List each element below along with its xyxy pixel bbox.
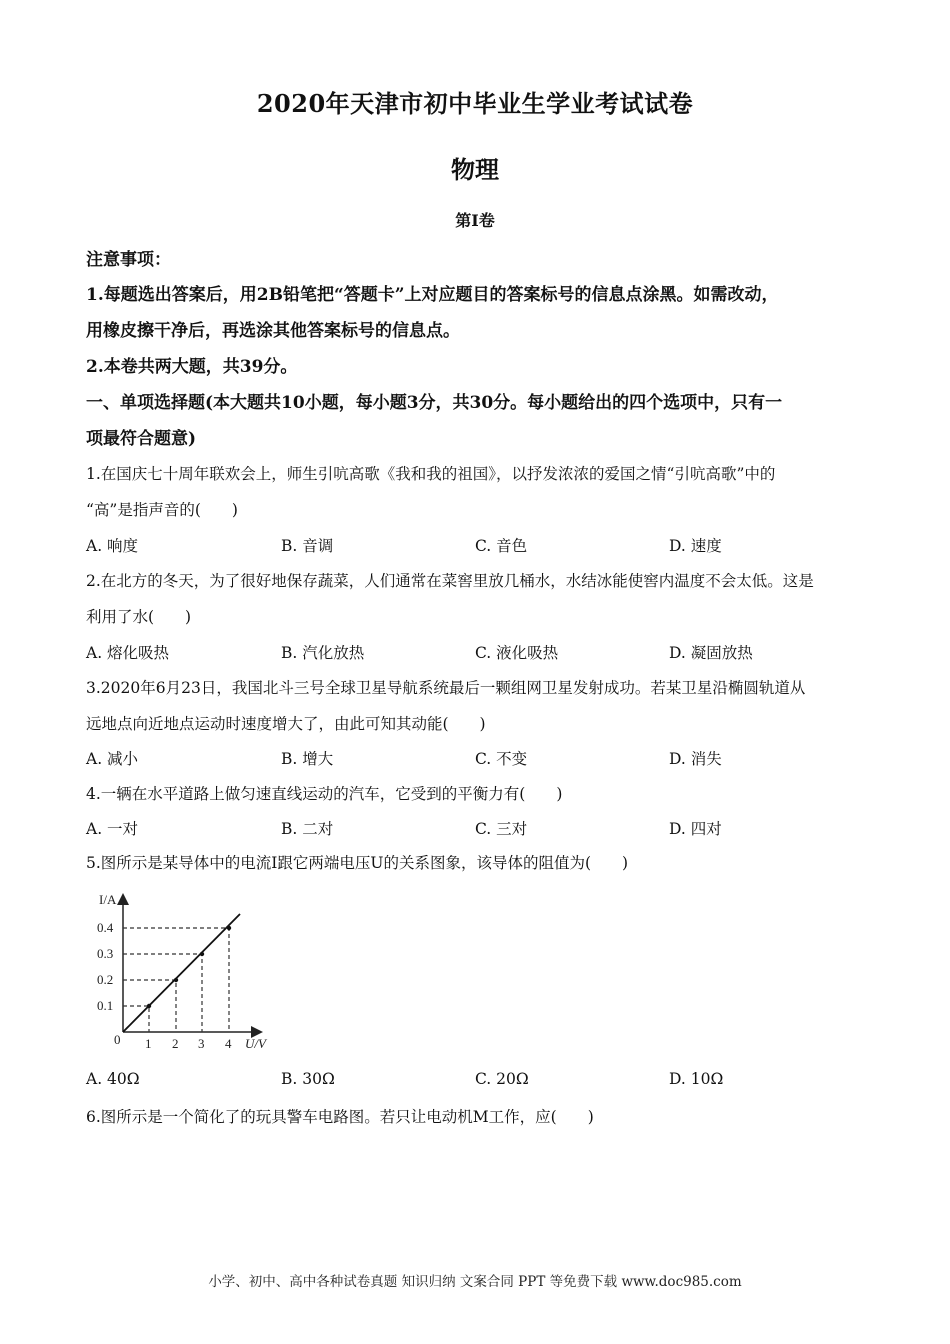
x-tick: 4 [225, 1036, 232, 1051]
volume-label: 第I卷 [455, 211, 495, 230]
subject-title: 物理 [451, 155, 499, 184]
question-5-text: 5.图所示是某导体中的电流I跟它两端电压U的关系图象，该导体的阻值为( ) [86, 854, 629, 872]
y-axis-label: I/A [99, 892, 117, 907]
x-tick: 3 [198, 1036, 205, 1051]
exam-title: 2020年天津市初中毕业生学业考试试卷 [256, 89, 694, 118]
question-2-option-b: B. 汽化放热 [281, 644, 365, 662]
question-1-option-a: A. 响度 [86, 537, 139, 555]
current-voltage-graph [90, 888, 290, 1058]
section-heading: 一、单项选择题(本大题共10小题，每小题3分，共30分。每小题给出的四个选项中，只有一 [86, 393, 783, 413]
note-item: 2.本卷共两大题，共39分。 [86, 357, 298, 377]
y-tick: 0.1 [97, 998, 114, 1013]
question-1-option-c: C. 音色 [475, 537, 528, 555]
question-3-text: 3.2020年6月23日，我国北斗三号全球卫星导航系统最后一颗组网卫星发射成功。若某卫星沿椭圆轨道从 [86, 679, 806, 697]
question-2-option-a: A. 熔化吸热 [86, 644, 170, 662]
question-5-option-d: D. 10Ω [669, 1070, 724, 1088]
note-item: 1.每题选出答案后，用2B铅笔把“答题卡”上对应题目的答案标号的信息点涂黑。如需改动， [86, 285, 779, 305]
question-2-text: 2.在北方的冬天，为了很好地保存蔬菜，人们通常在菜窖里放几桶水，水结冰能使窖内温度不会太低。这是 [86, 572, 814, 590]
section-heading-cont: 项最符合题意) [86, 429, 197, 449]
question-2-option-c: C. 液化吸热 [475, 644, 559, 662]
question-4-text: 4.一辆在水平道路上做匀速直线运动的汽车，它受到的平衡力有( ) [86, 785, 563, 803]
question-1-text: 1.在国庆七十周年联欢会上，师生引吭高歌《我和我的祖国》，以抒发浓浓的爱国之情“引吭高歌”中的 [86, 465, 776, 483]
y-tick: 0.4 [97, 920, 114, 935]
question-4-option-b: B. 二对 [281, 820, 334, 838]
question-4-option-c: C. 三对 [475, 820, 528, 838]
x-tick: 1 [145, 1036, 152, 1051]
question-4-option-a: A. 一对 [86, 820, 139, 838]
y-tick: 0.2 [97, 972, 114, 987]
question-5-option-b: B. 30Ω [281, 1070, 335, 1088]
x-tick: 2 [172, 1036, 179, 1051]
note-item: 用橡皮擦干净后，再选涂其他答案标号的信息点。 [86, 321, 460, 341]
y-tick: 0.3 [97, 946, 114, 961]
question-2-option-d: D. 凝固放热 [669, 644, 753, 662]
footer-watermark: 小学、初中、高中各种试卷真题 知识归纳 文案合同 PPT 等免费下载 www.doc985.com [208, 1274, 742, 1290]
question-3-option-a: A. 减小 [86, 750, 139, 768]
question-5-option-c: C. 20Ω [475, 1070, 529, 1088]
question-4-option-d: D. 四对 [669, 820, 722, 838]
question-3-option-d: D. 消失 [669, 750, 722, 768]
question-5-option-a: A. 40Ω [86, 1070, 140, 1088]
question-3-option-c: C. 不变 [475, 750, 528, 768]
question-1-text-cont: “高”是指声音的( ) [86, 501, 238, 519]
origin-label: 0 [114, 1032, 121, 1047]
x-axis-label: U/V [245, 1036, 266, 1051]
question-1-option-b: B. 音调 [281, 537, 334, 555]
question-6-text: 6.图所示是一个简化了的玩具警车电路图。若只让电动机M工作，应( ) [86, 1108, 594, 1126]
question-3-option-b: B. 增大 [281, 750, 334, 768]
question-3-text-cont: 远地点向近地点运动时速度增大了，由此可知其动能( ) [86, 715, 486, 733]
question-2-text-cont: 利用了水( ) [86, 608, 192, 626]
notes-heading: 注意事项： [86, 250, 171, 270]
question-1-option-d: D. 速度 [669, 537, 722, 555]
